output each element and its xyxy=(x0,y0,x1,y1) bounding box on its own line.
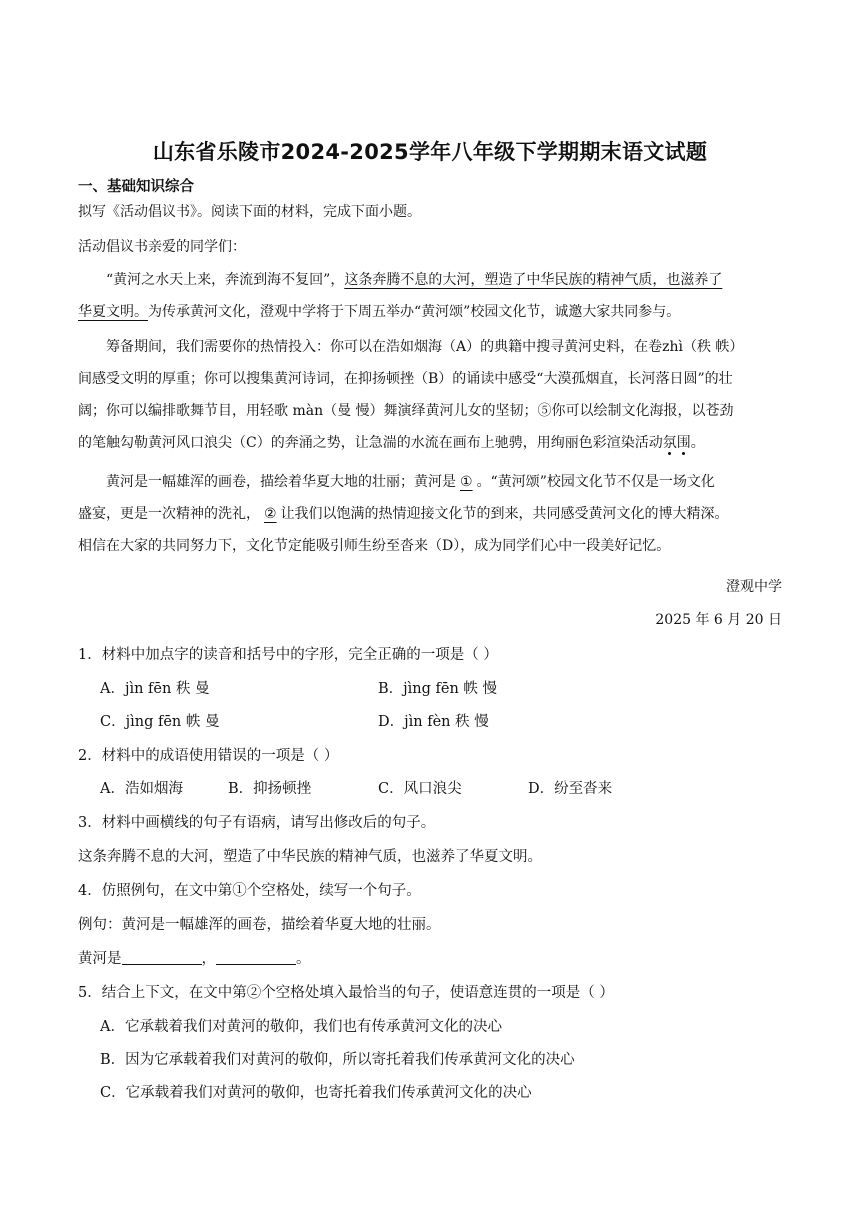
q2-option-a: A．浩如烟海 xyxy=(100,781,183,797)
blank-1: ① xyxy=(460,474,473,490)
paragraph-3-line-2 xyxy=(78,498,783,530)
q5-option-b: B．因为它承载着我们对黄河的敬仰，所以寄托着我们传承黄河文化的决心 xyxy=(100,1052,575,1068)
paragraph-3-text-2: 。“黄河颂”校园文化节不仅是一场文化 xyxy=(476,474,715,490)
date: 2025 年 6 月 20 日 xyxy=(655,612,782,628)
paragraph-2-line-1 xyxy=(78,331,783,363)
dotted-char-fen: 氛 xyxy=(662,435,677,451)
q2-option-b: B．抑扬顿挫 xyxy=(228,781,312,797)
paragraph-2 xyxy=(78,331,783,459)
question-4: 4．仿照例句，在文中第①个空格处，续写一个句子。 xyxy=(78,883,421,899)
paragraph-2-line-2: 间感受文明的厚重；你可以搜集黄河诗词，在抑扬顿挫（B）的诵读中感受“大漠孤烟直，长河落日圆”的壮 xyxy=(78,371,733,387)
q4-example: 例句：黄河是一幅雄浑的画卷，描绘着华夏大地的壮丽。 xyxy=(78,917,441,933)
q5-option-a: A．它承载着我们对黄河的敬仰，我们也有传承黄河文化的决心 xyxy=(100,1019,502,1035)
question-2: 2．材料中的成语使用错误的一项是（ ） xyxy=(78,748,339,764)
underlined-sentence-part-2: 华夏文明。 xyxy=(78,304,148,320)
paragraph-2-end: 。 xyxy=(690,435,705,451)
paragraph-1-line-2 xyxy=(78,296,783,328)
question-3: 3．材料中画横线的句子有语病，请写出修改后的句子。 xyxy=(78,815,436,831)
instructions: 拟写《活动倡议书》。阅读下面的材料，完成下面小题。 xyxy=(78,204,421,220)
answer-blank-2[interactable] xyxy=(216,950,296,965)
q4-answer-prefix: 黄河是 xyxy=(78,951,122,967)
question-5: 5．结合上下文，在文中第②个空格处填入最恰当的句子，使语意连贯的一项是（ ） xyxy=(78,985,614,1001)
paragraph-2-text-1: 筹备期间，我们需要你的热情投入：你可以在浩如烟海（A）的典籍中搜寻黄河史料，在卷 xyxy=(106,339,663,355)
paragraph-2-line-3: 阔；你可以编排歌舞节目，用轻歌 màn（曼 慢）舞演绎黄河儿女的坚韧；⑤你可以绘制文化海报，以苍劲 xyxy=(78,403,734,419)
paragraph-3 xyxy=(78,466,783,562)
paragraph-1-line-1 xyxy=(78,264,783,296)
paragraph-1 xyxy=(78,264,783,328)
underlined-sentence-part-1: 这条奔腾不息的大河，塑造了中华民族的精神气质，也滋养了 xyxy=(344,272,723,288)
invitation-text: 为传承黄河文化，澄观中学将于下周五举办“黄河颂”校园文化节，诚邀大家共同参与。 xyxy=(148,304,681,320)
paragraph-3-text-3: 盛宴，更是一次精神的洗礼， xyxy=(78,506,260,522)
question-1: 1．材料中加点字的读音和括号中的字形，完全正确的一项是（ ） xyxy=(78,647,498,663)
q1-option-c: C．jìng fēn 帙 曼 xyxy=(100,714,220,730)
pinyin-option-zhi: zhì（秩 帙） xyxy=(662,339,744,355)
q5-option-c: C．它承载着我们对黄河的敬仰，也寄托着我们传承黄河文化的决心 xyxy=(100,1085,532,1101)
q4-answer-end: 。 xyxy=(296,951,311,967)
quote-text: “黄河之水天上来，奔流到海不复回”， xyxy=(106,272,345,288)
q1-option-b: B．jìng fēn 帙 慢 xyxy=(378,681,498,697)
salutation: 活动倡议书亲爱的同学们： xyxy=(78,239,246,255)
q3-sentence: 这条奔腾不息的大河，塑造了中华民族的精神气质，也滋养了华夏文明。 xyxy=(78,849,542,865)
dotted-char-wei: 围 xyxy=(676,435,691,451)
section-heading: 一、基础知识综合 xyxy=(78,179,194,195)
q2-option-c: C．风口浪尖 xyxy=(378,781,462,797)
answer-blank-1[interactable] xyxy=(122,950,202,965)
q2-option-d: D．纷至沓来 xyxy=(528,781,613,797)
q1-option-a: A．jìn fēn 秩 曼 xyxy=(100,681,210,697)
q4-answer-line xyxy=(78,947,311,968)
q1-option-d: D．jìn fèn 秩 慢 xyxy=(378,714,489,730)
paragraph-3-line-3: 相信在大家的共同努力下，文化节定能吸引师生纷至沓来（D），成为同学们心中一段美好记忆。 xyxy=(78,538,671,554)
paragraph-3-text-4: 让我们以饱满的热情迎接文化节的到来，共同感受黄河文化的博大精深。 xyxy=(280,506,729,522)
paragraph-3-line-1 xyxy=(78,466,783,498)
signature: 澄观中学 xyxy=(726,579,782,595)
paragraph-2-line-4 xyxy=(78,427,783,459)
paragraph-2-text-4: 的笔触勾勒黄河风口浪尖（C）的奔涌之势，让急湍的水流在画布上驰骋，用绚丽色彩渲染活动 xyxy=(78,435,663,451)
q4-answer-sep: ， xyxy=(201,951,216,967)
paragraph-3-text-1: 黄河是一幅雄浑的画卷，描绘着华夏大地的壮丽；黄河是 xyxy=(106,474,456,490)
page-title: 山东省乐陵市2024-2025学年八年级下学期期末语文试题 xyxy=(152,140,708,164)
blank-2: ② xyxy=(264,506,277,522)
